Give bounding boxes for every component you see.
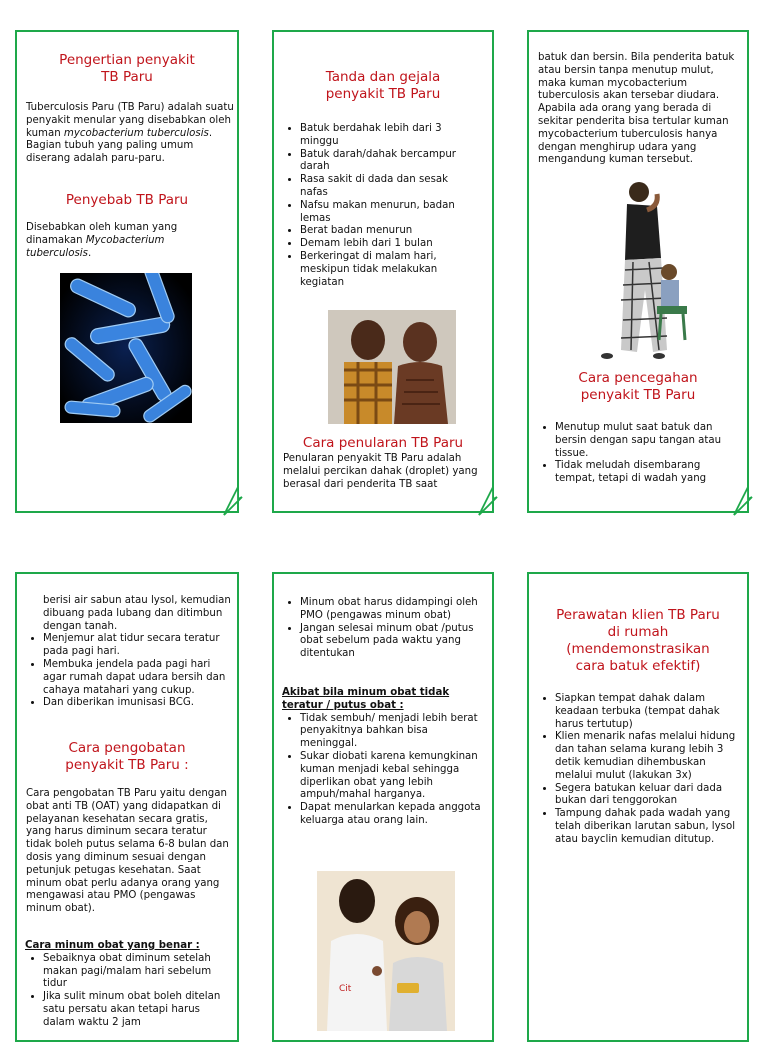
heading-penyebab: Penyebab TB Paru (65, 192, 189, 208)
list-batuk-efektif (537, 693, 743, 847)
heading-perawatan: Perawatan klien TB Paru di rumah (mendemonstrasikan cara batuk efektif) (556, 607, 720, 674)
list-item: • Minum obat harus didampingi oleh PMO (pengawas minum obat) (300, 597, 482, 623)
coughing-image (587, 180, 697, 360)
bacteria-image (60, 273, 192, 423)
svg-text:Cit: Cit (339, 984, 352, 994)
text-pengobatan: Cara pengobatan TB Paru yaitu dengan obat anti TB (OAT) yang didapatkan di pelayanan kesehatan secara gratis, yang harus diminum secara teratur tidak boleh putus selama 6-8 bulan dan dosis yang diminum sesuai dengan petunjuk petugas kesehatan. Saat minum obat perlu adanya orang yang mengawasi atau PMO (pengawas minum obat). (26, 788, 229, 915)
list-item: • Sebaiknya obat diminum setelah makan pagi/malam hari sebelum tidur (43, 953, 231, 991)
list-item: • Menutup mulut saat batuk dan bersin dengan sapu tangan atau tissue. (555, 422, 742, 460)
list-akibat (282, 687, 482, 828)
list-item: • Batuk berdahak lebih dari 3 minggu (300, 123, 478, 149)
subheading-akibat: Akibat bila minum obat tidak teratur / putus obat : (282, 687, 450, 711)
heading-pengertian: Pengertian penyakit TB Paru (59, 52, 195, 85)
list-item: • Dan diberikan imunisasi BCG. (43, 697, 231, 710)
heading-tanda-gejala: Tanda dan gejala penyakit TB Paru (325, 69, 441, 102)
panel-4 (15, 572, 239, 1042)
list-item: • Batuk darah/dahak bercampur darah (300, 149, 478, 175)
panel-1 (15, 30, 239, 513)
list-item: • Segera batukan keluar dari dada bukan dari tenggorokan (555, 783, 743, 809)
list-minum-obat (282, 597, 482, 661)
list-item-cont: berisi air sabun atau lysol, kemudian dibuang pada lubang dan ditimbun dengan tanah. (43, 595, 231, 632)
heading-penularan: Cara penularan TB Paru (302, 435, 464, 451)
panel-6 (527, 572, 749, 1042)
list-gejala (282, 123, 478, 289)
list-pencegahan-lanjutan (25, 595, 231, 710)
heading-pengobatan: Cara pengobatan penyakit TB Paru : (65, 740, 189, 773)
text-penularan-lanjutan: batuk dan bersin. Bila penderita batuk atau bersin tanpa menutup mulut, maka kuman mycobacterium tuberculosis akan tersebar diudara. Apabila ada orang yang berada di sekitar penderita bisa tertular kuman mycobacterium tuberculosis hanya dengan menghirup udara yang mengandung kuman tersebut. (538, 52, 735, 166)
list-item: • Menjemur alat tidur secara teratur pada pagi hari. (43, 633, 231, 659)
heading-pencegahan: Cara pencegahan penyakit TB Paru (578, 370, 698, 403)
patients-image (328, 310, 456, 424)
medicine-image (317, 871, 455, 1031)
subheading-cara-minum: Cara minum obat yang benar : (25, 940, 200, 951)
list-item: • Demam lebih dari 1 bulan (300, 238, 478, 251)
list-item: • Dapat menularkan kepada anggota keluarga atau orang lain. (300, 802, 482, 828)
list-item: • Klien menarik nafas melalui hidung dan tahan selama kurang lebih 3 detik kemudian dihembuskan melalui mulut (lakukan 3x) (555, 731, 743, 782)
list-cara-minum (25, 940, 231, 1030)
list-item: • Tidak sembuh/ menjadi lebih berat penyakitnya bahkan bisa meninggal. (300, 713, 482, 751)
list-item: • Tidak meludah disembarang tempat, tetapi di wadah yang (555, 460, 742, 486)
panel-5 (272, 572, 494, 1042)
panel-3 (527, 30, 749, 513)
text-penyebab: Disebabkan oleh kuman yang dinamakan Mycobacterium tuberculosis. (26, 222, 178, 259)
list-item: • Jika sulit minum obat boleh ditelan satu persatu akan tetapi harus dalam waktu 2 jam (43, 991, 231, 1029)
list-item: • Nafsu makan menurun, badan lemas (300, 200, 478, 226)
panel-2 (272, 30, 494, 513)
list-item: • Berat badan menurun (300, 225, 478, 238)
list-item: • Siapkan tempat dahak dalam keadaan terbuka (tempat dahak harus tertutup) (555, 693, 743, 731)
list-pencegahan (537, 422, 742, 486)
list-item: • Berkeringat di malam hari, meskipun tidak melakukan kegiatan (300, 251, 478, 289)
text-pengertian: Tuberculosis Paru (TB Paru) adalah suatu penyakit menular yang disebabkan oleh kuman mycobacterium tuberculosis. Bagian tubuh yang paling umum diserang adalah paru-paru. (26, 102, 234, 165)
list-item: • Tampung dahak pada wadah yang telah diberikan larutan sabun, lysol atau bayclin kemudian ditutup. (555, 808, 743, 846)
text-penularan: Penularan penyakit TB Paru adalah melalui percikan dahak (droplet) yang berasal dari penderita TB saat (283, 453, 478, 490)
list-item: • Jangan selesai minum obat /putus obat sebelum pada waktu yang ditentukan (300, 623, 482, 661)
list-item: • Rasa sakit di dada dan sesak nafas (300, 174, 478, 200)
list-item: • Sukar diobati karena kemungkinan kuman menjadi kebal sehingga diperlikan obat yang lebih ampuh/mahal harganya. (300, 751, 482, 802)
list-item: • Membuka jendela pada pagi hari agar rumah dapat udara bersih dan cahaya matahari yang cukup. (43, 659, 231, 697)
